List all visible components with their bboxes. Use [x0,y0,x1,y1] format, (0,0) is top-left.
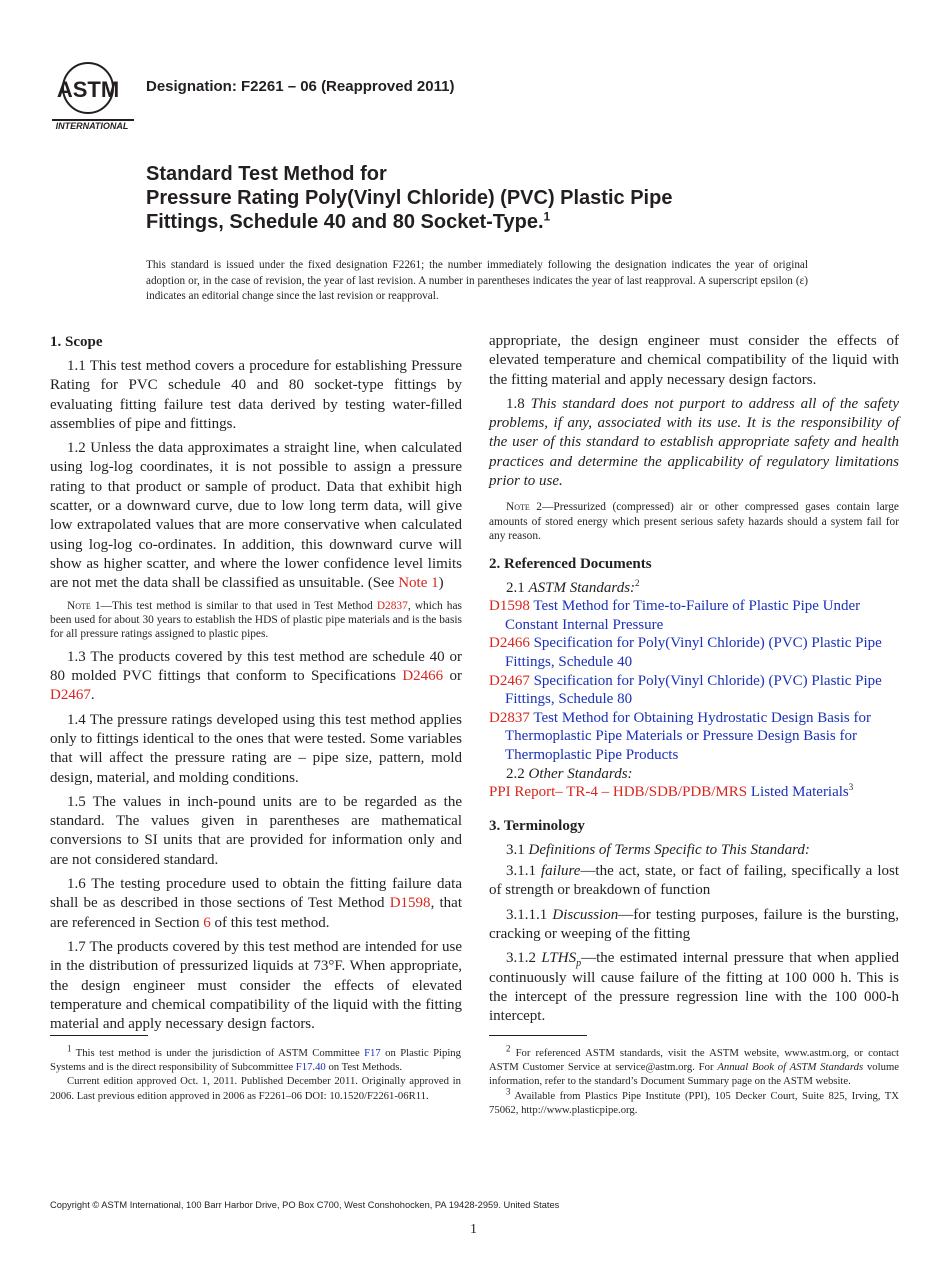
term-3-1-1-1: 3.1.1.1 Discussion—for testing purposes, failure is the bursting, cracking or weeping of the fitting [489,906,899,942]
title-line-2: Pressure Rating Poly(Vinyl Chloride) (PVC) Plastic Pipe [146,187,673,209]
references-heading: 2. Referenced Documents [489,555,652,572]
scope-heading: 1. Scope [50,334,103,350]
para-1-7: 1.7 The products covered by this test method are intended for use in the distribution of pressurized liquids at 73°F. When appropriate, the design engineer must consider the effects of elevated temperature and chemical compatibility of the liquid with the fitting material and apply necessary design factors. [50,938,462,1033]
page-number: 1 [470,1222,477,1237]
reference-title-link[interactable]: Test Method for Obtaining Hydrostatic Design Basis for Thermoplastic Pipe Materials or Pressure Design Basis for Thermoplastic Pipe Products [505,709,871,763]
term-3-1: 3.1 Definitions of Terms Specific to This Standard: [506,841,810,858]
svg-text:INTERNATIONAL: INTERNATIONAL [55,121,129,131]
reference-code-link[interactable]: D2466 [489,635,530,652]
footnote-rule-right [489,1035,587,1036]
issuance-statement: This standard is issued under the fixed designation F2261; the number immediately following the designation indicates the year of original adoption or, in the case of revision, the year of last revision. A number in parentheses indicates the year of last reapproval. A superscript epsilon (ε) indicates an editorial change since the last revision or reapproval. [146,259,808,302]
reference-list [489,597,899,764]
para-1-5: 1.5 The values in inch-pound units are to be regarded as the standard. The values given in parentheses are mathematical conversions to SI units that are provided for information only and are not considered standard. [50,793,462,868]
astm-standards-label: 2.1 ASTM Standards:$^2$ [506,577,640,596]
svg-text:ASTM: ASTM [56,77,120,102]
d2467-link[interactable]: D2467 [50,687,91,704]
reference-code-link[interactable]: D2467 [489,672,530,689]
note-2: Note 2—Pressurized (compressed) air or other compressed gases contain large amounts of stored energy which present serious safety hazards should a system fail for any reason. [489,501,899,543]
f17-40-link[interactable]: F17.40 [295,1061,326,1074]
term-3-1-2: 3.1.2 $LTHS_p—the$ estimated internal pressure that when applied continuously will cause failure of the fitting at 100 000 h. This is the intercept of the pressure regression line with the 100 000-h intercept. [489,950,900,1025]
title-line-3: Fittings, Schedule 40 and 80 Socket-Type.$^1$ [146,209,551,233]
right-column [489,332,899,1031]
footnote-3: $^3$ Available from Plastics Pipe Institute (PPI), 105 Decker Court, Suite 825, Irving, TX 75062, http://www.plasticpipe.org. [489,1086,899,1116]
para-1-3: 1.3 The products covered by this test method are schedule 40 or 80 molded PVC fittings that conform to Specifications D2466 or D2467. [50,648,462,704]
terminology-heading: 3. Terminology [489,817,585,834]
d1598-link[interactable]: D1598 [389,895,431,912]
footnote-2: $^2$ For referenced ASTM standards, visit the ASTM website, www.astm.org, or contact ASTM Customer Service at service@astm.org. For Annual Book of ASTM Standards volume information, refer to the standard’s Document Summary page on the ASTM website. [489,1043,899,1088]
section-6-link[interactable]: 6 [203,914,211,931]
footnotes-right [489,1043,899,1117]
reference-item [489,634,899,671]
reference-title-link[interactable]: Test Method for Time-to-Failure of Plastic Pipe Under Constant Internal Pressure [505,598,861,633]
astm-logo [48,60,136,134]
reference-title-link[interactable]: Specification for Poly(Vinyl Chloride) (PVC) Plastic Pipe Fittings, Schedule 80 [505,672,882,708]
para-1-4: 1.4 The pressure ratings developed using this test method applies only to fittings identical to the ones that were tested. Some variables that will affect the pressure rating are – pipe size, pattern, mold design, material, and molding conditions. [50,711,462,786]
ppi-report-link[interactable]: PPI Report– TR-4 – HDB/SDB/PDB/MRS [489,784,748,801]
document-title [146,162,886,234]
d2466-link[interactable]: D2466 [402,668,444,685]
reference-item [489,709,899,765]
reference-item [489,597,899,634]
footnote-rule-left [50,1035,148,1036]
term-3-1-1: 3.1.1 failure—the act, state, or fact of failing, specifically a lost of strength or breakdown of function [489,863,900,899]
para-1-2: 1.2 Unless the data approximates a straight line, when calculated using log-log coordinates, it is not possible to assign a pressure rating to that product or sample of product. Data that exhibit high scatter, or a downward curve, due to low long term data, will give low extrapolated values that are more conservative when calculated using log-log co-ordinates. In addition, this downward curve will show as higher scatter, and where the lower confidence level limits are not met the data shall be classified as unsuitable. (See Note 1) [50,440,462,592]
ppi-reference: PPI Report– TR-4 – HDB/SDB/PDB/MRS Listed Materials$^3$ [489,782,854,801]
reference-code-link[interactable]: D2837 [489,709,530,726]
other-standards-label: 2.2 Other Standards: [506,765,633,782]
designation: Designation: F2261 – 06 (Reapproved 2011) [146,78,455,95]
title-footnote-mark: 1 [543,209,551,224]
para-1-8: 1.8 This standard does not purport to address all of the safety problems, if any, associated with its use. It is the responsibility of the user of this standard to establish appropriate safety and health practices and determine the applicability of regulatory limitations prior to use. [489,395,900,490]
para-1-1: 1.1 This test method covers a procedure for establishing Pressure Rating for PVC schedule 40 and 80 socket-type fittings by evaluating fitting failure test data derived by testing water-filled assemblies of pipe and fittings. [50,358,462,432]
reference-title-link[interactable]: Specification for Poly(Vinyl Chloride) (PVC) Plastic Pipe Fittings, Schedule 40 [505,635,882,670]
para-1-6: 1.6 The testing procedure used to obtain the fitting failure data shall be as described in those sections of Test Method D1598, that are referenced in Section 6 of this test method. [50,876,462,931]
f17-link[interactable]: F17 [364,1047,381,1059]
note-1-link[interactable]: Note 1 [398,575,439,592]
d2837-link[interactable]: D2837 [376,599,408,612]
para-1-7-continued: appropriate, the design engineer must consider the effects of elevated temperature and chemical compatibility of the liquid with the fitting material and apply necessary design factors. [489,333,899,388]
reference-code-link[interactable]: D1598 [489,598,530,615]
footnotes-left [50,1043,461,1103]
left-column [50,332,462,1033]
footnote-1-edition: Current edition approved Oct. 1, 2011. Published December 2011. Originally approved in 2006. Last previous edition approved in 2006 as F2261–06 DOI: 10.1520/F2261-06R11. [50,1075,461,1102]
footnote-1: $^1$ This test method is under the jurisdiction of ASTM Committee F17 on Plastic Piping Systems and is the direct responsibility of Subcommittee F17.40 on Test Methods. [50,1043,461,1074]
note-1: Note 1—This test method is similar to that used in Test Method D2837, which has been used for about 30 years to establish the HDS of plastic pipe materials and is the basis for all pressure ratings assigned to plastic pipes. [50,599,462,641]
copyright-line: Copyright © ASTM International, 100 Barr Harbor Drive, PO Box C700, West Conshohocken, PA 19428-2959. United States [50,1200,560,1210]
reference-item [489,672,899,709]
title-line-1: Standard Test Method for [146,163,387,185]
